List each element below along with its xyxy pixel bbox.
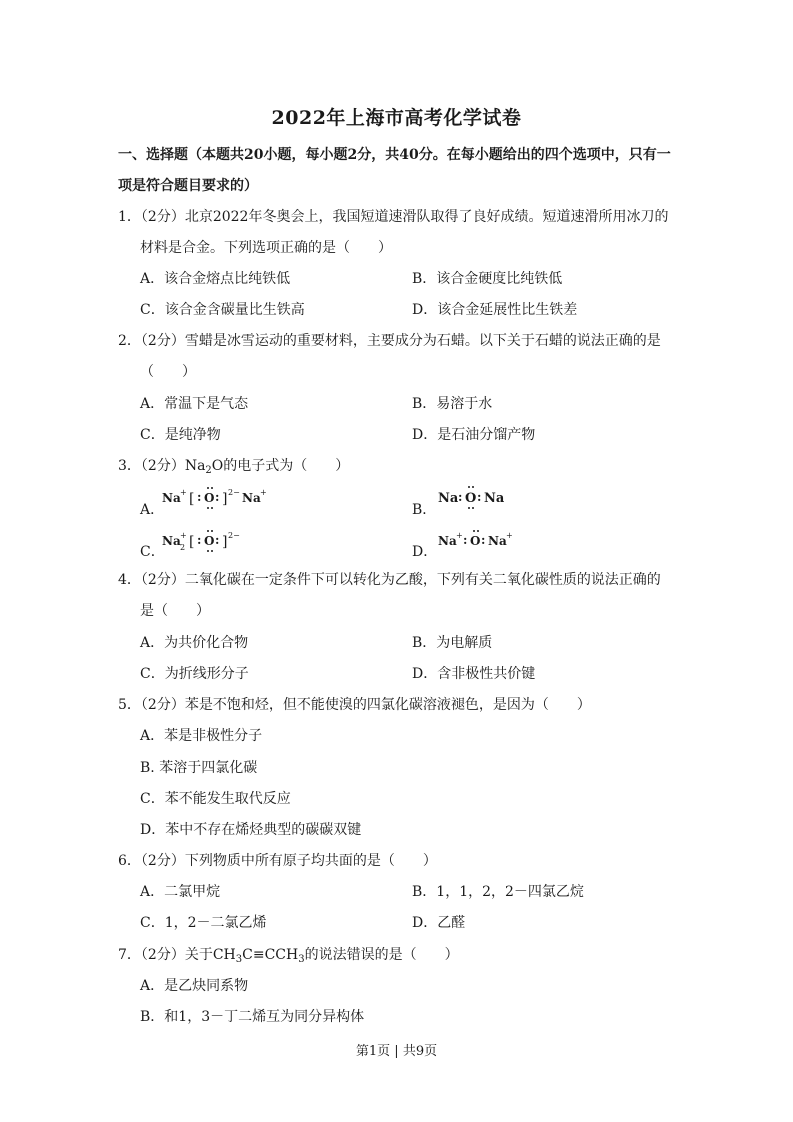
- svg-text:O: O: [465, 491, 477, 506]
- q3-option-a-formula: [160, 482, 280, 518]
- q5-option-c: C．苯不能发生取代反应: [140, 791, 291, 807]
- q3-stem-suffix: O的电子式为（ ）: [211, 458, 350, 474]
- q3-option-c-label: C．: [140, 544, 165, 560]
- svg-text:Na: Na: [162, 491, 181, 505]
- q1-option-b: B．该合金硬度比纯铁低: [412, 271, 563, 287]
- page-title: 2022年上海市高考化学试卷: [271, 107, 522, 129]
- q6-option-b: B．1，1，2，2－四氯乙烷: [412, 884, 584, 900]
- q1-option-d: D．该合金延展性比生铁差: [412, 302, 578, 318]
- q4-stem-line2: 是（ ）: [140, 603, 210, 619]
- svg-text::: :: [215, 490, 220, 504]
- svg-text:+: +: [506, 531, 513, 540]
- q7-stem-mid: C≡CCH: [242, 947, 299, 963]
- svg-text::: :: [477, 490, 482, 504]
- q6-option-d: D．乙醛: [412, 915, 466, 931]
- q7-stem-sub1: 3: [235, 954, 243, 965]
- q2-option-b: B．易溶于水: [412, 396, 493, 412]
- svg-text:O: O: [204, 491, 215, 505]
- svg-text::: :: [458, 490, 463, 504]
- svg-text:Na: Na: [242, 491, 261, 505]
- svg-text::: :: [481, 533, 486, 547]
- svg-text:+: +: [456, 531, 463, 540]
- q4-option-a: A．为共价化合物: [140, 635, 249, 651]
- q3-option-a-label: A．: [140, 502, 165, 518]
- svg-text:O: O: [470, 534, 481, 548]
- q7-stem-suffix: 的说法错误的是（ ）: [304, 947, 459, 963]
- q5-stem: 5．（2分）苯是不饱和烃，但不能使溴的四氯化碳溶液褪色，是因为（ ）: [118, 697, 591, 713]
- q3-stem-prefix: 3．（2分）Na: [118, 458, 206, 474]
- section-heading: [118, 140, 678, 202]
- q6-option-c: C．1，2－二氯乙烯: [140, 915, 267, 931]
- q2-stem-line1: 2．（2分）雪蜡是冰雪运动的重要材料，主要成分为石蜡。以下关于石蜡的说法正确的是: [118, 333, 661, 349]
- q4-option-b: B．为电解质: [412, 635, 493, 651]
- q3-stem-sub: 2: [205, 465, 212, 476]
- q1-option-a: A．该合金熔点比纯铁低: [140, 271, 291, 287]
- q5-option-d: D．苯中不存在烯烃典型的碳碳双键: [140, 822, 362, 838]
- q4-stem-line1: 4．（2分）二氧化碳在一定条件下可以转化为乙酸，下列有关二氧化碳性质的说法正确的: [118, 572, 661, 588]
- svg-text:[: [: [189, 491, 195, 507]
- svg-text:+: +: [180, 531, 187, 540]
- q2-option-d: D．是石油分馏产物: [412, 427, 536, 443]
- svg-text:2−: 2−: [228, 531, 240, 540]
- svg-text:+: +: [260, 488, 267, 497]
- q7-option-a: A．是乙炔同系物: [140, 978, 249, 994]
- q3-option-b-label: B．: [412, 502, 437, 518]
- q7-stem-prefix: 7．（2分）关于CH: [118, 947, 236, 963]
- q4-option-c: C．为折线形分子: [140, 666, 249, 682]
- q3-option-d-label: D．: [412, 544, 438, 560]
- svg-text:Na: Na: [488, 534, 507, 548]
- q2-stem-line2: （ ）: [140, 364, 196, 380]
- svg-text:2−: 2−: [228, 488, 240, 497]
- q7-stem-sub2: 3: [298, 954, 305, 965]
- svg-text:2: 2: [180, 543, 186, 552]
- q7-stem: [118, 945, 459, 965]
- q3-option-b-formula: [436, 482, 516, 518]
- svg-text::: :: [197, 533, 202, 547]
- q2-option-c: C．是纯净物: [140, 427, 221, 443]
- svg-text:Na: Na: [484, 491, 505, 506]
- q2-option-a: A．常温下是气态: [140, 396, 249, 412]
- svg-text::: :: [215, 533, 220, 547]
- q1-stem-line1: 1．（2分）北京2022年冬奥会上，我国短道速滑队取得了良好成绩。短道速滑所用冰刀的: [118, 209, 669, 225]
- q6-option-a: A．二氯甲烷: [140, 884, 221, 900]
- svg-text:Na: Na: [438, 491, 459, 506]
- svg-text::: :: [197, 490, 202, 504]
- q5-option-b: B. 苯溶于四氯化碳: [140, 760, 258, 776]
- svg-text:]: ]: [222, 491, 228, 507]
- svg-text:Na: Na: [162, 534, 181, 548]
- svg-text:O: O: [204, 534, 215, 548]
- q7-option-b: B．和1，3－丁二烯互为同分异构体: [140, 1009, 365, 1025]
- section-heading-line2: 项是符合题目要求的）: [118, 178, 258, 194]
- q4-option-d: D．含非极性共价键: [412, 666, 536, 682]
- q1-option-c: C．该合金含碳量比生铁高: [140, 302, 305, 318]
- q5-option-a: A．苯是非极性分子: [140, 728, 263, 744]
- svg-text:Na: Na: [438, 534, 457, 548]
- svg-text:+: +: [180, 488, 187, 497]
- q3-option-c-formula: [160, 525, 250, 561]
- q3-option-d-formula: [436, 525, 526, 561]
- svg-text::: :: [463, 533, 468, 547]
- svg-text:]: ]: [222, 534, 228, 550]
- section-heading-line1: 一、选择题（本题共20小题，每小题2分，共40分。在每小题给出的四个选项中，只有一: [118, 147, 671, 163]
- svg-text:[: [: [189, 534, 195, 550]
- q3-stem: [118, 456, 349, 476]
- q6-stem: 6．（2分）下列物质中所有原子均共面的是（ ）: [118, 853, 437, 869]
- q1-stem-line2: 材料是合金。下列选项正确的是（ ）: [140, 240, 392, 256]
- page-footer: 第1页 | 共9页: [355, 1044, 438, 1059]
